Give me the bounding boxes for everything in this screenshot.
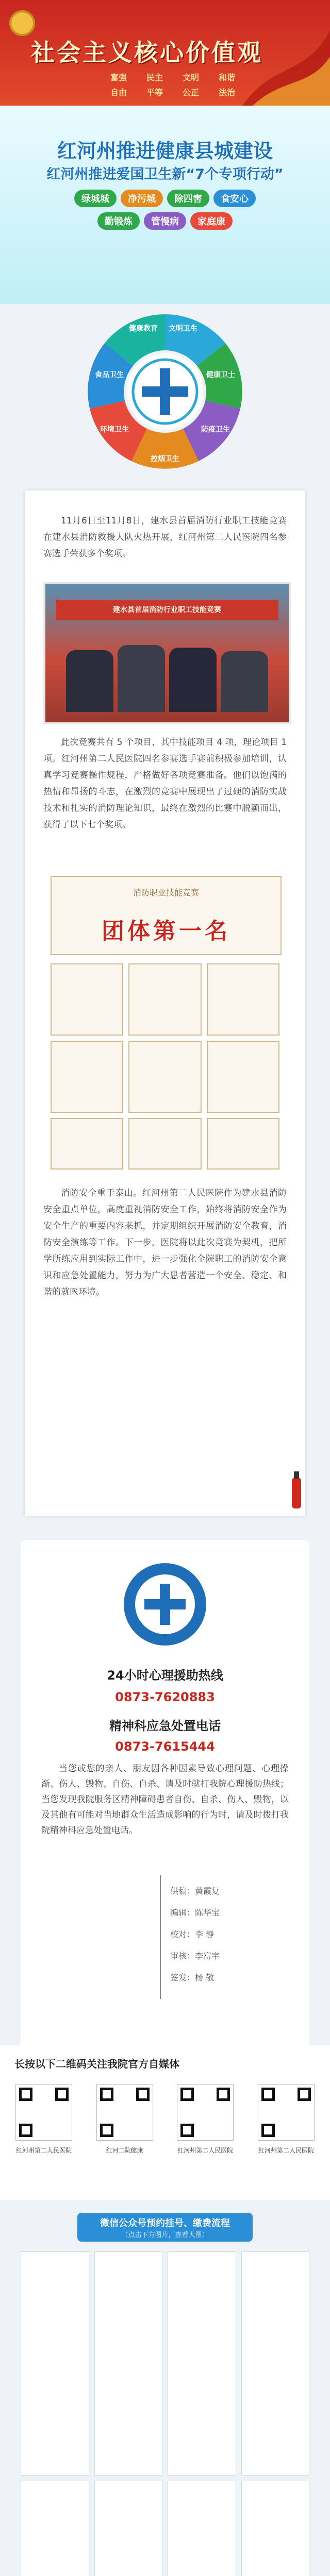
certificate-thumb: [128, 1118, 201, 1170]
article-paragraph-2: 此次竞赛共有 5 个项目，其中技能项目 4 项，理论项目 1 项。红河州第二人民医院四名参赛选手赛前积极参加培训，认真学习竞赛操作规程，严格做好各项竞赛准备。他们以饱满的热情和昂扬的斗志，在激烈的竞赛中展现出了过硬的消防实战技术和扎实的消防理论知识，最终在激烈的比赛中脱颖而出，获得了以下七个奖项。: [43, 737, 287, 830]
core-value: 文明: [182, 73, 199, 82]
certificate-thumb: [128, 1041, 201, 1113]
step-screenshot[interactable]: [241, 2251, 310, 2476]
wheel-label: 环境卫生: [100, 426, 129, 434]
party-emblem-icon: [9, 10, 35, 36]
article-paragraph-1: 11月6日至11月8日，建水县首届消防行业职工技能竞赛在建水县消防救援大队火热开展，红河州第二人民医院四名参赛选手荣获多个奖项。: [43, 516, 287, 559]
core-values-grid: [103, 71, 242, 98]
qr-section-title: 长按以下二维码关注我院官方自媒体: [14, 2058, 179, 2070]
pill-tag: 净污城: [121, 190, 163, 207]
certificate-thumb: [207, 963, 279, 1036]
credit-line: 供稿：黄霞复: [170, 1886, 220, 1896]
pill-tag: 勤锻炼: [97, 212, 140, 230]
core-value: 公正: [182, 88, 199, 97]
hotline-phone[interactable]: 0873-7620883: [115, 1690, 215, 1704]
headline-line1: 红河州推进健康县城建设: [57, 140, 273, 162]
pill-tag: 除四害: [167, 190, 209, 207]
qr-code-icon: [96, 2084, 153, 2141]
core-value: 自由: [110, 88, 127, 97]
credit-line: 编辑：陈华宝: [170, 1908, 220, 1918]
certificate-thumb: [51, 1118, 123, 1170]
qr-caption: 红河州第二人民医院: [258, 2147, 314, 2154]
certificate-subtitle: 消防职业技能竞赛: [133, 888, 199, 897]
fire-extinguisher-icon: [289, 1468, 304, 1510]
emergency-phone[interactable]: 0873-7615444: [115, 1739, 215, 1754]
wheel-label: 防疫卫生: [201, 426, 230, 434]
wheel-label: 健康教育: [129, 325, 158, 333]
pill-tag: 绿城城: [74, 190, 117, 207]
credits: [170, 1880, 273, 1989]
step-screenshot[interactable]: [241, 2481, 310, 2576]
top-banner: [0, 0, 330, 106]
hygiene-wheel: [82, 309, 248, 474]
core-value: 平等: [146, 88, 163, 97]
certificate-thumb: [207, 1041, 279, 1113]
qr-caption: 红河州第二人民医院: [15, 2147, 72, 2154]
emergency-title: 精神科应急处置电话: [109, 1719, 221, 1733]
pill-row-2: [21, 212, 309, 230]
qr-item[interactable]: [253, 2084, 320, 2155]
core-value: 民主: [146, 73, 163, 82]
certificate-grid: [51, 963, 279, 1113]
photo-people: [66, 640, 268, 712]
certificate-thumb: [51, 1041, 123, 1113]
qr-code-icon: [177, 2084, 234, 2141]
step-screenshot[interactable]: [21, 2251, 89, 2476]
step-screenshot[interactable]: [94, 2481, 163, 2576]
credit-line: 审核：李富宇: [170, 1951, 220, 1961]
qr-caption: 红河州第二人民医院: [177, 2147, 234, 2154]
headline-line2: 红河州推进爱国卫生新“7个专项行动”: [46, 166, 284, 182]
pill-tag: 管慢病: [144, 212, 186, 230]
award-photo: [43, 582, 291, 724]
certificate-thumb: [128, 963, 201, 1036]
article-paragraph-3: 消防安全重于泰山。红河州第二人民医院作为建水县消防安全重点单位，高度重视消防安全工作，始终将消防安全作为安全生产的重要内容来抓，并定期组织开展消防安全教育，消防安全演练等工作。下一步，医院将以此次竞赛为契机，把所学所练应用到实际工作中，进一步强化全院职工的消防安全意识和应急处置能力，努力为广大患者营造一个安全、稳定、和谐的就医环境。: [43, 1188, 287, 1297]
wheel-label: 食品卫生: [95, 371, 124, 379]
core-value: 和谐: [218, 73, 235, 82]
step-screenshot[interactable]: [168, 2481, 236, 2576]
qr-code-icon: [15, 2084, 72, 2141]
credit-line: 签发：杨 敬: [170, 1973, 214, 1982]
pill-row-1: [21, 190, 309, 207]
step-screenshot[interactable]: [94, 2251, 163, 2476]
banner-title: 社会主义核心价值观: [31, 39, 263, 66]
pill-tag: 家庭康: [190, 212, 233, 230]
hospital-logo-icon: [122, 1561, 208, 1648]
hotline-title: 24小时心理援助热线: [107, 1668, 223, 1683]
wechat-subtitle[interactable]: （点击下方图片，查看大图）: [121, 2231, 209, 2239]
credit-line: 校对：李 静: [170, 1929, 214, 1939]
wechat-title: 微信公众号预约挂号、缴费流程: [100, 2218, 230, 2229]
hotline-description: 当您或您的亲人、朋友因各种因素导致心理问题、心理操渐、伤人、毁物、自伤、自杀、请及时就打我院心理援助热线；当您发现我院服务区精神障碍患者自伤、自杀、伤人、毁物，以及其他有可能对当地群众生活造成影响的行为时，请及时拨打我院精神科应急处置电话。: [41, 1764, 289, 1836]
core-value: 富强: [110, 73, 127, 82]
core-value: 法治: [218, 88, 235, 97]
wheel-label: 健康卫士: [206, 371, 235, 379]
qr-caption: 红河二院健康: [106, 2147, 143, 2154]
qr-item[interactable]: [10, 2084, 77, 2155]
wave-decoration-icon: [242, 0, 330, 106]
qr-item[interactable]: [91, 2084, 158, 2155]
qr-row: [10, 2084, 320, 2155]
step-screenshot[interactable]: [21, 2481, 89, 2576]
certificate-thumb: [207, 1118, 279, 1170]
pill-tag: 食安心: [213, 190, 256, 207]
wheel-label: 文明卫生: [169, 325, 197, 333]
step-screenshot[interactable]: [168, 2251, 236, 2476]
qr-item[interactable]: [172, 2084, 239, 2155]
certificate-main: [51, 876, 282, 955]
wechat-steps-grid: [21, 2251, 309, 2576]
qr-code-icon: [258, 2084, 315, 2141]
certificate-title: 团体第一名: [102, 918, 230, 944]
photo-banner: 建水县首届消防行业职工技能竞赛: [56, 600, 278, 620]
certificate-grid-2: [51, 1118, 279, 1170]
wheel-label: 控烟卫生: [151, 455, 179, 463]
certificate-thumb: [51, 963, 123, 1036]
credits-divider: [160, 1875, 161, 1999]
